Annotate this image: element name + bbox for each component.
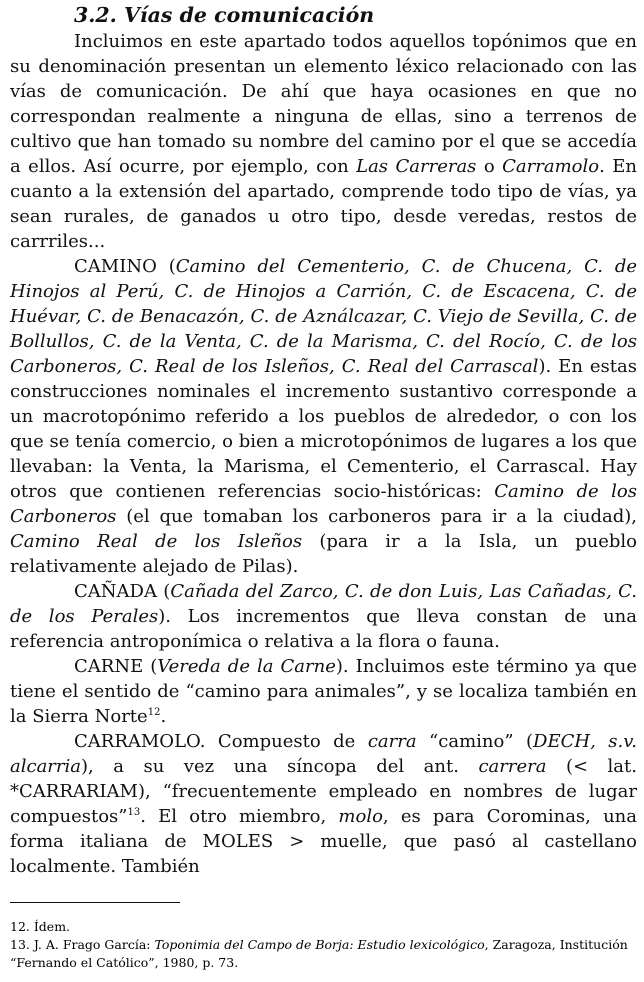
text-run: ). Los incrementos que lleva constan de una referencia antroponímica o relativa a la flora o fauna.	[10, 606, 637, 652]
italic-title: Toponimia del Campo de Borja: Estudio lexicológico	[154, 937, 485, 952]
section-heading: 3.2. Vías de comunicación	[74, 3, 375, 27]
footnotes	[10, 918, 637, 972]
italic-term: Las Carreras	[356, 156, 477, 177]
text-run: , es para Corominas, una forma italiana de MOLES > muelle, que pasó al castellano localmente. También	[10, 806, 637, 877]
paragraph-intro	[10, 29, 637, 254]
text-run: o	[476, 156, 503, 177]
text-run: . En cuanto a la extensión del apartado, comprende todo tipo de vías, ya sean rurales, de ganados u otro tipo, desde veredas, restos de carrriles...	[10, 156, 638, 252]
italic-term: Camino de los Carboneros	[10, 481, 637, 527]
text-run: CAÑADA (	[74, 581, 171, 602]
text-run: “camino” (	[416, 731, 534, 752]
footnote-divider	[10, 902, 180, 903]
paragraph-carramolo	[10, 729, 637, 879]
footnote-13	[10, 936, 637, 972]
text-run: . El otro miembro,	[140, 806, 339, 827]
italic-term: Carramolo	[502, 156, 600, 177]
text-run: CAMINO (	[74, 256, 176, 277]
text-run: (para ir a la Isla, un pueblo relativamente alejado de Pilas).	[10, 531, 637, 577]
text-run: .	[160, 706, 167, 727]
paragraph-carne	[10, 654, 637, 729]
italic-term: Camino del Cementerio, C. de Chucena, C. de Hinojos al Perú, C. de Hinojos a Carrión, C. de Escacena, C. de Huévar, C. de Benacazón, C. de Aználcazar, C. Viejo de Sevilla, C. de Bollullos, C. de la Venta, C. de la Marisma, C. del Rocío, C. de los Carboneros, C. Real de los Isleños, C. Real del Carrascal	[10, 256, 637, 377]
footnote-ref[interactable]: 13	[127, 807, 141, 818]
text-run: , Zaragoza, Institución “Fernando el Católico”, 1980, p. 73.	[10, 937, 628, 970]
text-run: ). En estas construcciones nominales el incremento sustantivo corresponde a un macrotopónimo referido a los pueblos de alrededor, o con los que se tenía comercio, o bien a microtopónimos de lugares a los que llevaban: la Venta, la Marisma, el Cementerio, el Carrascal. Hay otros que contienen referencias socio-históricas:	[10, 356, 637, 502]
italic-term: carra	[367, 731, 417, 752]
text-run: ), a su vez una síncopa del ant.	[81, 756, 479, 777]
italic-term: DECH, s.v. alcarria	[10, 731, 637, 777]
italic-term: carrera	[478, 756, 547, 777]
text-run: CARNE (	[74, 656, 158, 677]
footnote-12: 12. Ídem.	[10, 919, 71, 934]
text-run: CARRAMOLO. Compuesto de	[74, 731, 368, 752]
paragraph-camino	[10, 254, 637, 579]
paragraph-canada	[10, 579, 637, 654]
text-run: (el que tomaban los carboneros para ir a la ciudad),	[116, 506, 637, 527]
footnote-ref[interactable]: 12	[147, 707, 161, 718]
text-run: 13. J. A. Frago García:	[10, 937, 155, 952]
italic-term: Cañada del Zarco, C. de don Luis, Las Cañadas, C. de los Perales	[10, 581, 637, 627]
text-run: Incluimos en este apartado todos aquellos topónimos que en su denominación presentan un elemento léxico relacionado con las vías de comunicación. De ahí que haya ocasiones en que no correspondan realmente a ninguna de ellas, sino a terrenos de cultivo que han tomado su nombre del camino por el que se accedía a ellos. Así ocurre, por ejemplo, con	[10, 31, 637, 177]
italic-term: Vereda de la Carne	[157, 656, 336, 677]
italic-term: Camino Real de los Isleños	[10, 531, 303, 552]
text-run: (< lat. *CARRARIAM), “frecuentemente empleado en nombres de lugar compuestos”	[10, 756, 637, 827]
body-text	[10, 29, 637, 879]
text-run: ). Incluimos este término ya que tiene el sentido de “camino para animales”, y se localiza también en la Sierra Norte	[10, 656, 637, 727]
italic-term: molo	[338, 806, 383, 827]
